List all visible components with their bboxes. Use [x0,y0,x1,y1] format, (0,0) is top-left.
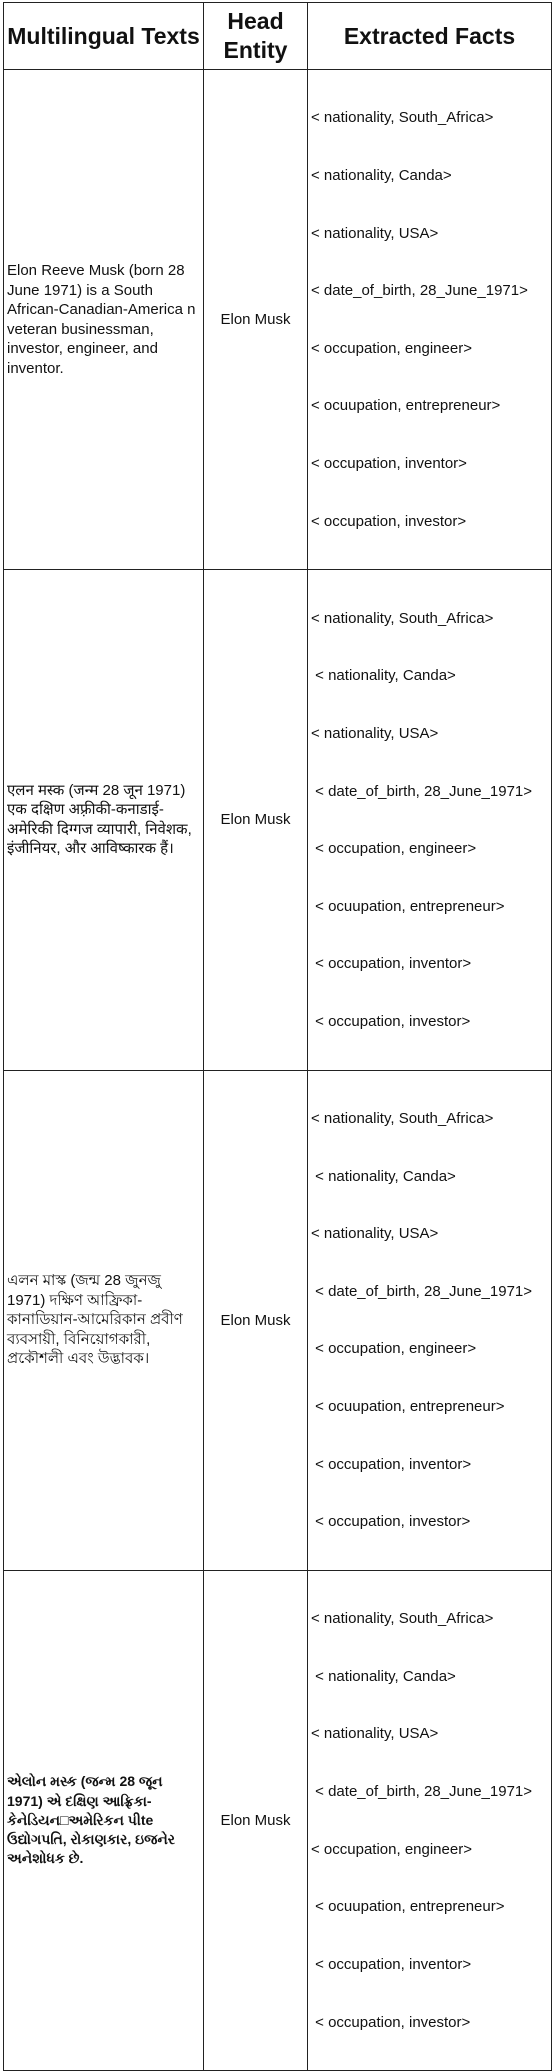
table-row [4,70,552,570]
fact-item: < nationality, USA> [311,1225,439,1243]
head-entity-cell: Elon Musk [204,1070,308,1570]
text-cell-hindi: एलन मस्क (जन्म 28 जून 1971) एक दक्षिण अफ़्रीकी-कनाडाई-अमेरिकी दिग्गज व्यापारी, निवेशक, इंजीनियर, और आविष्कारक हैं। [4,570,204,1070]
fact-item: < nationality, South_Africa> [311,1109,494,1127]
fact-item: < nationality, Canda> [311,1667,456,1685]
facts-cell [308,1570,552,2070]
fact-item: < ocuupation, entrepreneur> [311,897,505,915]
fact-item: < date_of_birth, 28_June_1971> [311,1282,533,1300]
head-entity-cell: Elon Musk [204,1570,308,2070]
fact-item: < ocuupation, entrepreneur> [311,1898,505,1916]
text-cell-gujarati: એલોન મસ્ક (જન્મ 28 જૂન 1971) એ દક્ષિણ આફ્રિકા-કેનેડિયન□અમેરિકન પીte ઉદ્યોગપતિ, રોકાણકાર, ઇજનેર અનેશોધક છે. [4,1570,204,2070]
fact-item: < nationality, South_Africa> [311,109,494,127]
table-row [4,1070,552,1570]
table-row [4,570,552,1070]
fact-item: < occupation, engineer> [311,1340,477,1358]
facts-table [3,2,552,2071]
fact-item: < occupation, engineer> [311,1840,472,1858]
fact-item: < occupation, inventor> [311,1955,472,1973]
fact-item: < ocuupation, entrepreneur> [311,397,501,415]
head-entity-cell: Elon Musk [204,70,308,570]
facts-cell [308,1070,552,1570]
header-multilingual-texts: Multilingual Texts [4,3,204,70]
fact-item: < occupation, engineer> [311,339,472,357]
fact-item: < nationality, USA> [311,1725,439,1743]
fact-item: < nationality, South_Africa> [311,1610,494,1628]
fact-item: < nationality, USA> [311,724,439,742]
text-cell-bengali: এলন মাস্ক (জন্ম 28 জুনজু 1971) দক্ষিণ আফ্রিকা-কানাডিয়ান-আমেরিকান প্রবীণ ব্যবসায়ী, বিনিয়োগকারী, প্রকৌশলী এবং উদ্ভাবক। [4,1070,204,1570]
header-row [4,3,552,70]
fact-item: < occupation, investor> [311,2013,471,2031]
fact-item: < nationality, South_Africa> [311,609,494,627]
fact-item: < occupation, inventor> [311,955,472,973]
fact-item: < date_of_birth, 28_June_1971> [311,782,533,800]
fact-item: < occupation, investor> [311,512,467,530]
fact-item: < nationality, Canda> [311,1167,456,1185]
fact-item: < nationality, USA> [311,224,439,242]
fact-item: < occupation, investor> [311,1513,471,1531]
fact-item: < date_of_birth, 28_June_1971> [311,1783,533,1801]
header-head-entity: Head Entity [204,3,308,70]
head-entity-cell: Elon Musk [204,570,308,1070]
fact-item: < nationality, Canda> [311,667,456,685]
header-extracted-facts: Extracted Facts [308,3,552,70]
facts-cell [308,570,552,1070]
fact-item: < occupation, investor> [311,1012,471,1030]
fact-item: < occupation, inventor> [311,455,467,473]
text-cell-english: Elon Reeve Musk (born 28 June 1971) is a South African-Canadian-America n veteran businessman, investor, engineer, and inventor. [4,70,204,570]
fact-item: < date_of_birth, 28_June_1971> [311,282,528,300]
fact-item: < nationality, Canda> [311,167,452,185]
fact-item: < occupation, inventor> [311,1455,472,1473]
table-row [4,1570,552,2070]
facts-cell [308,70,552,570]
fact-item: < ocuupation, entrepreneur> [311,1398,505,1416]
fact-item: < occupation, engineer> [311,840,477,858]
